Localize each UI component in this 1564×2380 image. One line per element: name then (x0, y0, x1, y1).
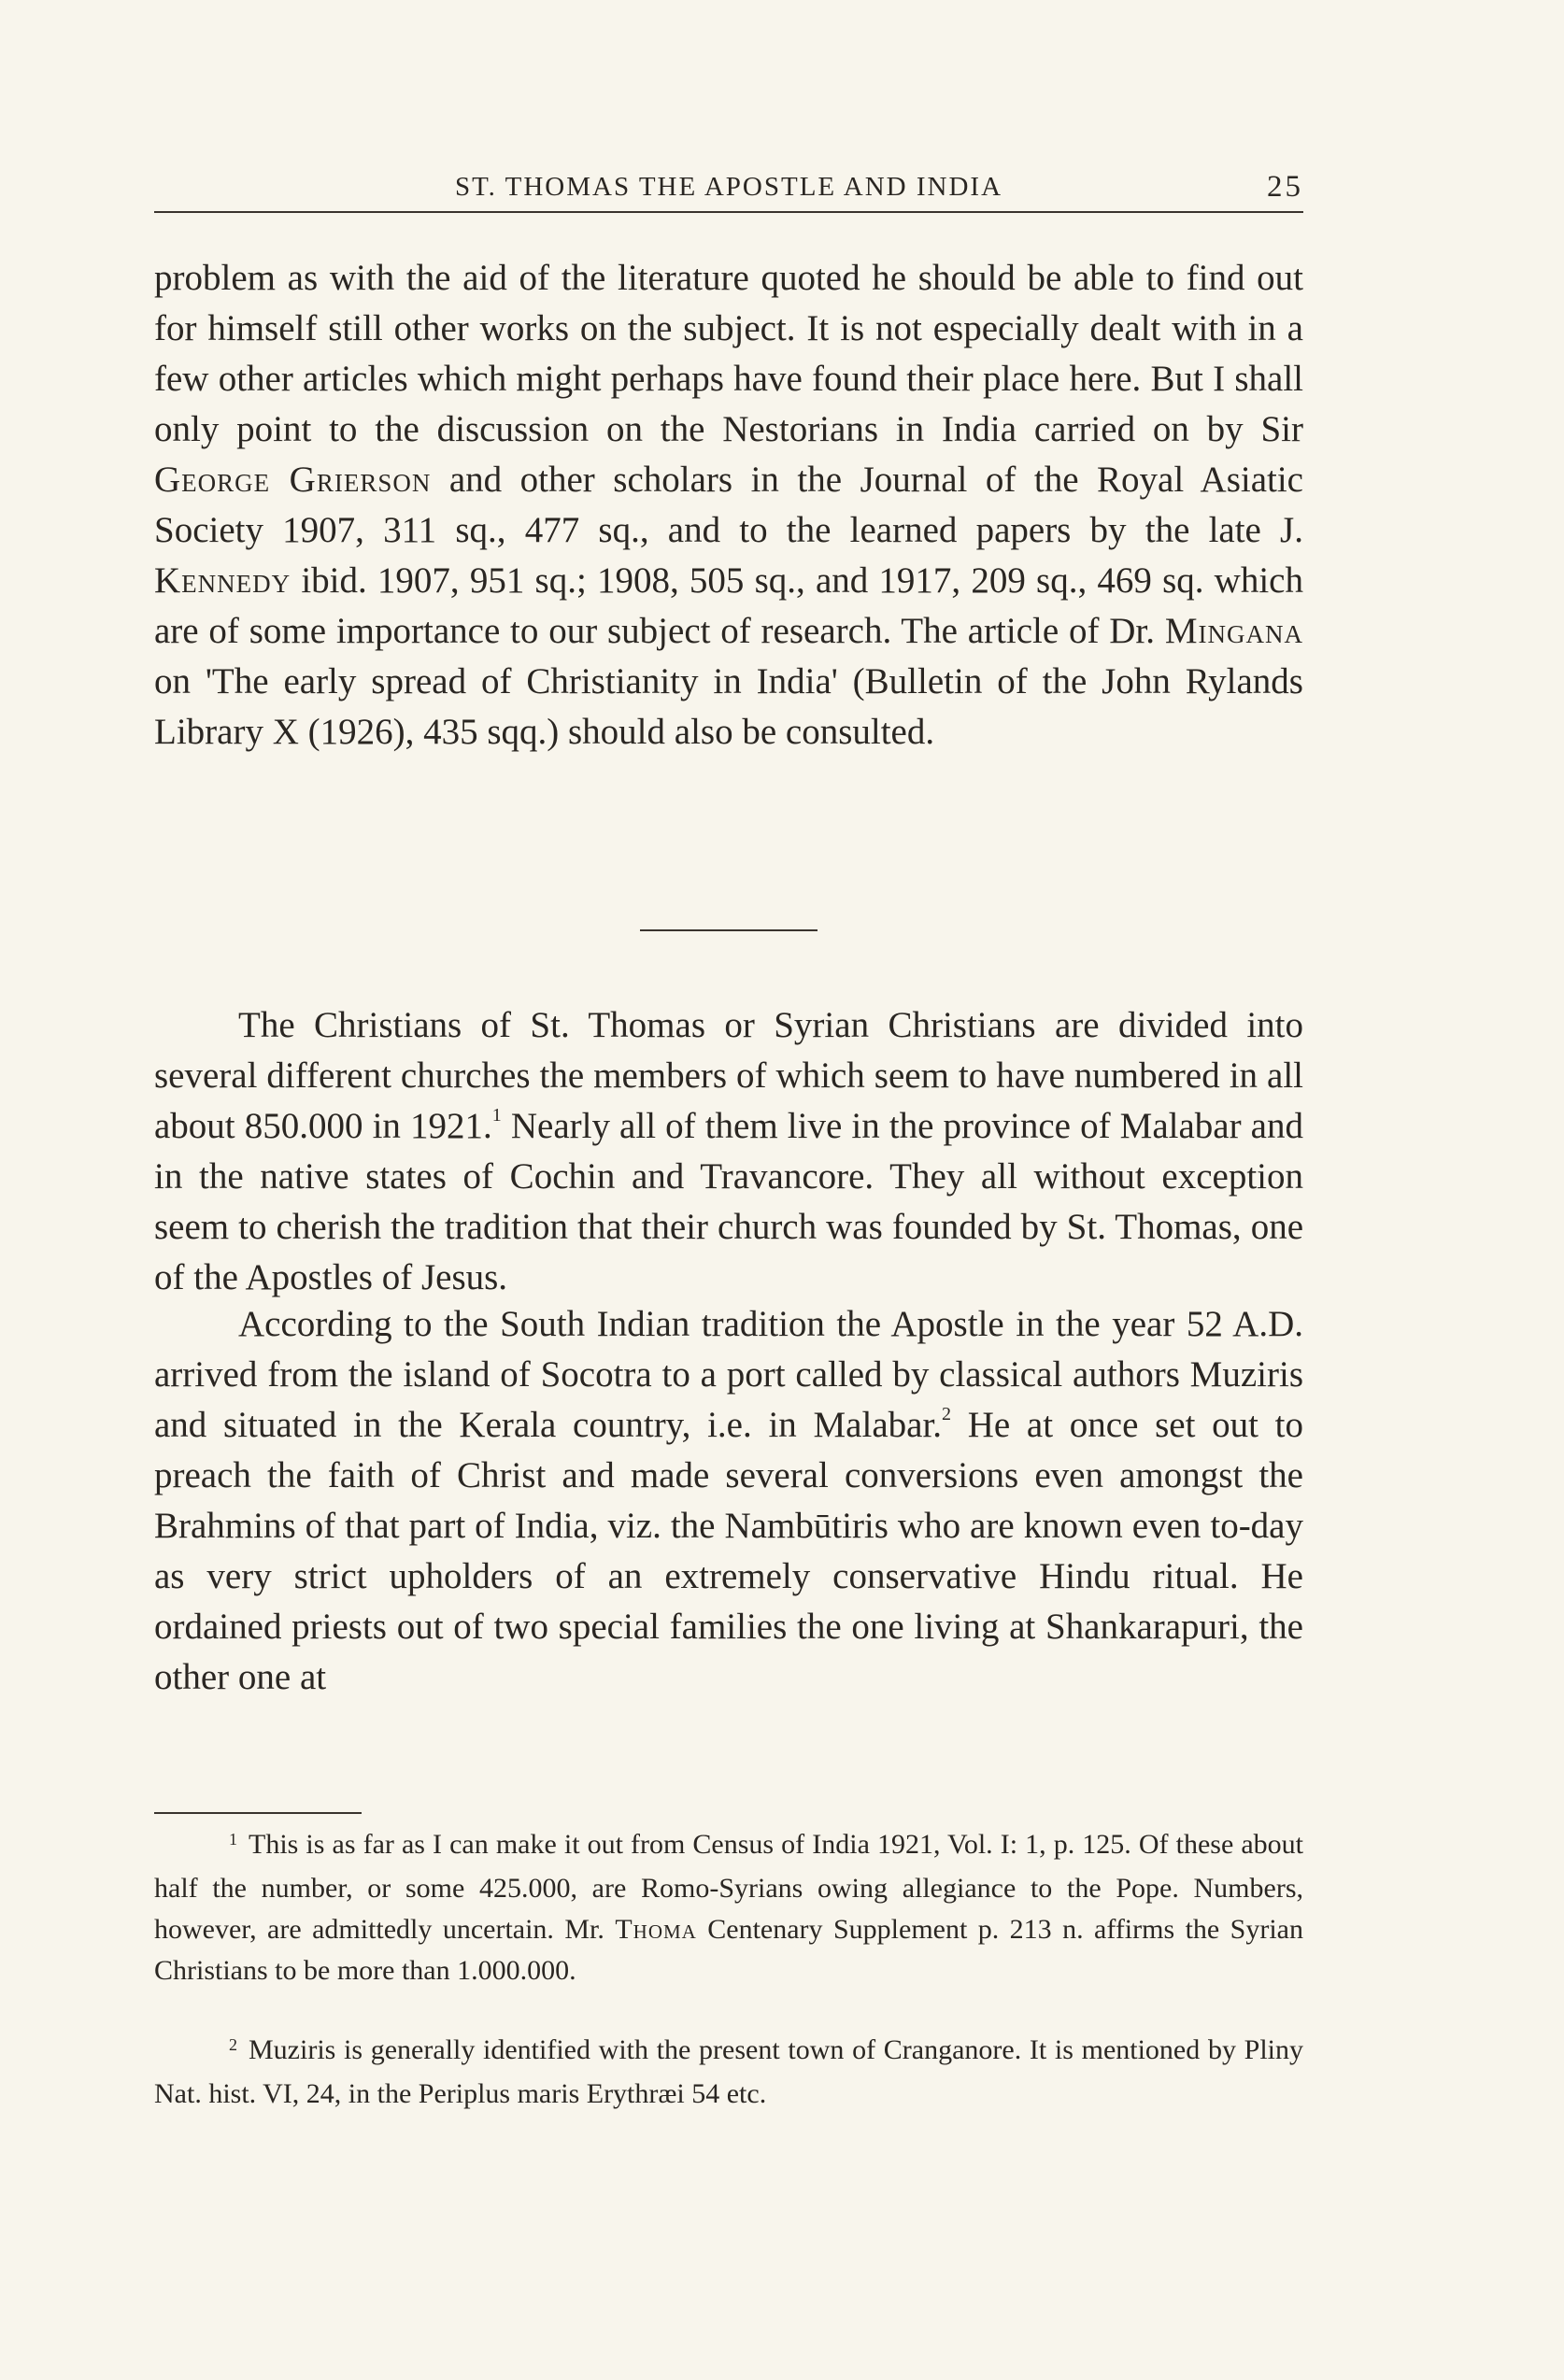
author-name-thoma: Thoma (615, 1914, 697, 1945)
running-head-title: ST. THOMAS THE APOSTLE AND INDIA (454, 172, 1003, 202)
book-page (154, 168, 1303, 2316)
footnote-1-text-a: This is as far as I can make it out from Census of India 1921, Vol. I: 1, p. 125. Of these about half the number, or some 425.000, are Romo-Syrians owing allegiance to the Pope. Numbers, however, are admittedly uncertain. Mr. (154, 1829, 1303, 1945)
paragraph-2-text-a: The Christians of St. Thomas or Syrian Christians are divided into several different churches the members of which seem to have numbered in all about 850.000 in 1921. (154, 1005, 1303, 1146)
footnote-1-number: 1 (229, 1830, 237, 1849)
footnote-1-text-b: Centenary Supplement p. 213 n. affirms the Syrian Christians to be more than 1.000.000. (154, 1914, 1303, 1986)
paragraph-3-text-b: He at once set out to preach the faith of Christ and made several conversions even amongst the Brahmins of that part of India, viz. the Nambūtiris who are known even to-day as very strict upholders of an extremely conservative Hindu ritual. He ordained priests out of two special families the one living at Shankarapuri, the other one at (154, 1405, 1304, 1697)
footnote-1 (154, 1824, 1303, 1991)
footnote-2-number: 2 (229, 2035, 237, 2054)
paragraph-1-text-b: and other scholars in the Journal of the Royal Asiatic Society 1907, 311 sq., 477 sq., and to the learned papers by the late J. (154, 460, 1303, 550)
paragraph-2-text-b: Nearly all of them live in the province of Malabar and in the native states of Cochin and Travancore. They all without exception seem to cherish the tradition that their church was founded by St. Thomas, one of the Apostles of Jesus. (154, 1106, 1303, 1297)
paragraph-3 (154, 1299, 1303, 1703)
page-number: 25 (1267, 170, 1303, 204)
section-separator (640, 929, 818, 931)
paragraph-2 (154, 1000, 1303, 1303)
paragraph-3-text-a: According to the South Indian tradition the Apostle in the year 52 A.D. arrived from the island of Socotra to a port called by classical authors Muziris and situated in the Kerala country, i.e. in Malabar. (154, 1304, 1303, 1445)
paragraph-1 (154, 253, 1303, 758)
author-name-mingana: Mingana (1164, 611, 1303, 651)
paragraph-1-text-c: ibid. 1907, 951 sq.; 1908, 505 sq., and 1917, 209 sq., 469 sq. which are of some importance to our subject of research. The article of Dr. (154, 560, 1303, 651)
running-head (154, 168, 1303, 213)
author-name-kennedy: Kennedy (154, 560, 291, 601)
footnote-rule (154, 1812, 362, 1814)
paragraph-1-text-d: on 'The early spread of Christianity in India' (Bulletin of the John Rylands Library X (1926), 435 sqq.) should also be consulted. (154, 661, 1303, 752)
footnote-2-text: Muziris is generally identified with the present town of Cranganore. It is mentioned by Pliny Nat. hist. VI, 24, in the Periplus maris Erythræi 54 etc. (154, 2034, 1303, 2109)
author-name-grierson: George Grierson (154, 460, 432, 500)
footnote-ref-2: 2 (942, 1404, 952, 1424)
footnote-2 (154, 2030, 1303, 2115)
paragraph-1-text-a: problem as with the aid of the literature quoted he should be able to find out for himself still other works on the subject. It is not especially dealt with in a few other articles which might perhaps have found their place here. But I shall only point to the discussion on the Nestorians in India carried on by Sir (154, 258, 1303, 449)
footnote-ref-1: 1 (491, 1105, 502, 1126)
